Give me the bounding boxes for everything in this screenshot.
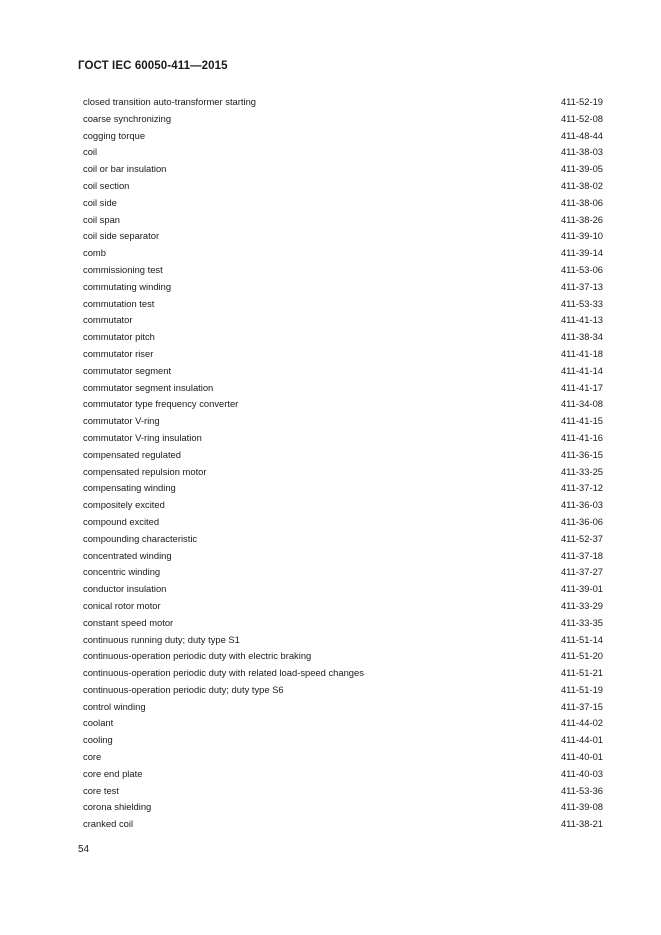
index-entry: [83, 312, 603, 329]
entry-code: 411-41-13: [560, 314, 603, 326]
entry-code: 411-53-36: [560, 784, 603, 796]
entry-code: 411-53-06: [560, 263, 603, 275]
index-entry: [83, 212, 603, 229]
entry-term: commutator pitch: [83, 331, 155, 343]
entry-term: coil side: [83, 196, 117, 208]
entry-term: compounding characteristic: [83, 532, 198, 544]
index-entry: [83, 715, 603, 732]
entry-code: 411-33-35: [560, 616, 603, 628]
entry-term: closed transition auto-transformer starting: [83, 96, 256, 107]
page-number: 54: [78, 844, 90, 855]
entry-code: 411-40-01: [560, 751, 603, 763]
entry-term: coarse synchronizing: [83, 112, 172, 124]
entry-code: 411-37-18: [560, 549, 603, 561]
index-entry: [83, 682, 603, 699]
index-entry: [83, 749, 603, 766]
entry-term: continuous-operation periodic duty with related load-speed changes: [83, 667, 364, 679]
entry-code: 411-36-03: [560, 499, 603, 511]
entry-code: 411-38-03: [560, 146, 603, 158]
entry-code: 411-39-10: [560, 230, 603, 242]
entry-code: 411-33-25: [560, 465, 603, 477]
entry-code: 411-38-06: [560, 196, 603, 208]
entry-code: 411-51-21: [560, 667, 603, 679]
entry-term: coil section: [83, 179, 130, 191]
index-entry: [83, 464, 603, 481]
entry-code: 411-37-13: [560, 280, 603, 292]
index-entry: [83, 497, 603, 514]
index-entry: [83, 816, 603, 833]
entry-code: 411-39-14: [560, 247, 603, 259]
entry-term: compensated repulsion motor: [83, 465, 207, 477]
index-entry: [83, 161, 603, 178]
index-entry: [83, 766, 603, 783]
entry-term: coolant: [83, 717, 114, 729]
index-entry: [83, 531, 603, 548]
entry-code: 411-51-19: [560, 683, 603, 695]
entry-term: commutator segment insulation: [83, 381, 214, 393]
entry-code: 411-51-20: [560, 650, 603, 662]
index-entry: [83, 430, 603, 447]
term-index: [83, 94, 603, 833]
entry-code: 411-44-01: [560, 734, 603, 746]
entry-term: compositely excited: [83, 499, 165, 511]
entry-code: 411-37-12: [560, 482, 603, 494]
entry-code: 411-39-05: [560, 163, 603, 175]
entry-term: coil side separator: [83, 230, 160, 242]
index-entry: [83, 111, 603, 128]
entry-code: 411-52-37: [560, 532, 603, 544]
index-entry: [83, 699, 603, 716]
index-entry: [83, 648, 603, 665]
entry-code: 411-41-17: [560, 381, 603, 393]
entry-term: continuous running duty; duty type S1: [83, 633, 240, 645]
entry-term: compensated regulated: [83, 448, 181, 460]
index-entry: [83, 128, 603, 145]
entry-term: coil: [83, 146, 98, 158]
entry-term: control winding: [83, 700, 146, 712]
entry-code: 411-33-29: [560, 599, 603, 611]
entry-code: 411-37-27: [560, 566, 603, 578]
entry-code: 411-44-02: [560, 717, 603, 729]
entry-code: 411-41-15: [560, 415, 603, 427]
entry-term: concentric winding: [83, 566, 161, 578]
entry-term: commutator segment: [83, 364, 172, 376]
entry-term: commutation test: [83, 297, 155, 309]
index-entry: [83, 480, 603, 497]
index-entry: [83, 94, 603, 111]
index-entry: [83, 581, 603, 598]
index-entry: [83, 598, 603, 615]
entry-term: commutator riser: [83, 347, 154, 359]
index-entry: [83, 396, 603, 413]
index-entry: [83, 195, 603, 212]
index-entry: [83, 262, 603, 279]
entry-term: coil or bar insulation: [83, 163, 167, 175]
entry-term: commutating winding: [83, 280, 172, 292]
entry-term: compound excited: [83, 515, 160, 527]
index-entry: [83, 732, 603, 749]
entry-term: cranked coil: [83, 818, 134, 830]
entry-code: 411-41-16: [560, 431, 603, 443]
entry-code: 411-41-18: [560, 347, 603, 359]
entry-code: 411-38-34: [560, 331, 603, 343]
entry-term: comb: [83, 247, 106, 259]
index-entry: [83, 564, 603, 581]
index-entry: [83, 346, 603, 363]
entry-term: core: [83, 751, 102, 763]
entry-term: continuous-operation periodic duty; duty type S6: [83, 683, 284, 695]
entry-term: continuous-operation periodic duty with electric braking: [83, 650, 312, 662]
index-entry: [83, 380, 603, 397]
entry-code: 411-36-15: [560, 448, 603, 460]
entry-term: commutator type frequency converter: [83, 398, 239, 410]
entry-code: 411-48-44: [560, 129, 603, 141]
entry-code: 411-39-01: [560, 583, 603, 595]
index-entry: [83, 296, 603, 313]
entry-code: 411-51-14: [560, 633, 603, 645]
index-entry: [83, 245, 603, 262]
entry-term: constant speed motor: [83, 616, 174, 628]
entry-term: concentrated winding: [83, 549, 172, 561]
entry-term: cogging torque: [83, 129, 146, 141]
index-entry: [83, 783, 603, 800]
index-entry: [83, 632, 603, 649]
index-entry: [83, 548, 603, 565]
entry-code: 411-34-08: [560, 398, 603, 410]
entry-code: 411-40-03: [560, 767, 603, 779]
entry-term: cooling: [83, 734, 113, 746]
entry-term: compensating winding: [83, 482, 176, 494]
index-entry: [83, 279, 603, 296]
entry-code: 411-38-21: [560, 818, 603, 830]
entry-term: conductor insulation: [83, 583, 167, 595]
index-entry: [83, 514, 603, 531]
entry-code: 411-52-08: [560, 112, 603, 124]
index-entry: [83, 413, 603, 430]
entry-term: commutator V-ring insulation: [83, 431, 202, 443]
entry-code: 411-39-08: [560, 801, 603, 813]
document-header: ГОСТ IEC 60050-411—2015: [78, 60, 228, 72]
index-entry: [83, 329, 603, 346]
entry-code: 411-52-19: [560, 96, 603, 107]
index-entry: [83, 144, 603, 161]
entry-term: commissioning test: [83, 263, 163, 275]
entry-code: 411-37-15: [560, 700, 603, 712]
entry-term: commutator V-ring: [83, 415, 160, 427]
index-entry: [83, 228, 603, 245]
entry-term: conical rotor motor: [83, 599, 161, 611]
entry-term: commutator: [83, 314, 133, 326]
index-entry: [83, 615, 603, 632]
entry-code: 411-38-26: [560, 213, 603, 225]
index-entry: [83, 799, 603, 816]
index-entry: [83, 178, 603, 195]
index-entry: [83, 447, 603, 464]
index-entry: [83, 665, 603, 682]
entry-code: 411-38-02: [560, 179, 603, 191]
entry-code: 411-53-33: [560, 297, 603, 309]
entry-term: corona shielding: [83, 801, 152, 813]
entry-term: core test: [83, 784, 119, 796]
entry-code: 411-36-06: [560, 515, 603, 527]
index-entry: [83, 363, 603, 380]
entry-code: 411-41-14: [560, 364, 603, 376]
entry-term: coil span: [83, 213, 121, 225]
entry-term: core end plate: [83, 767, 143, 779]
